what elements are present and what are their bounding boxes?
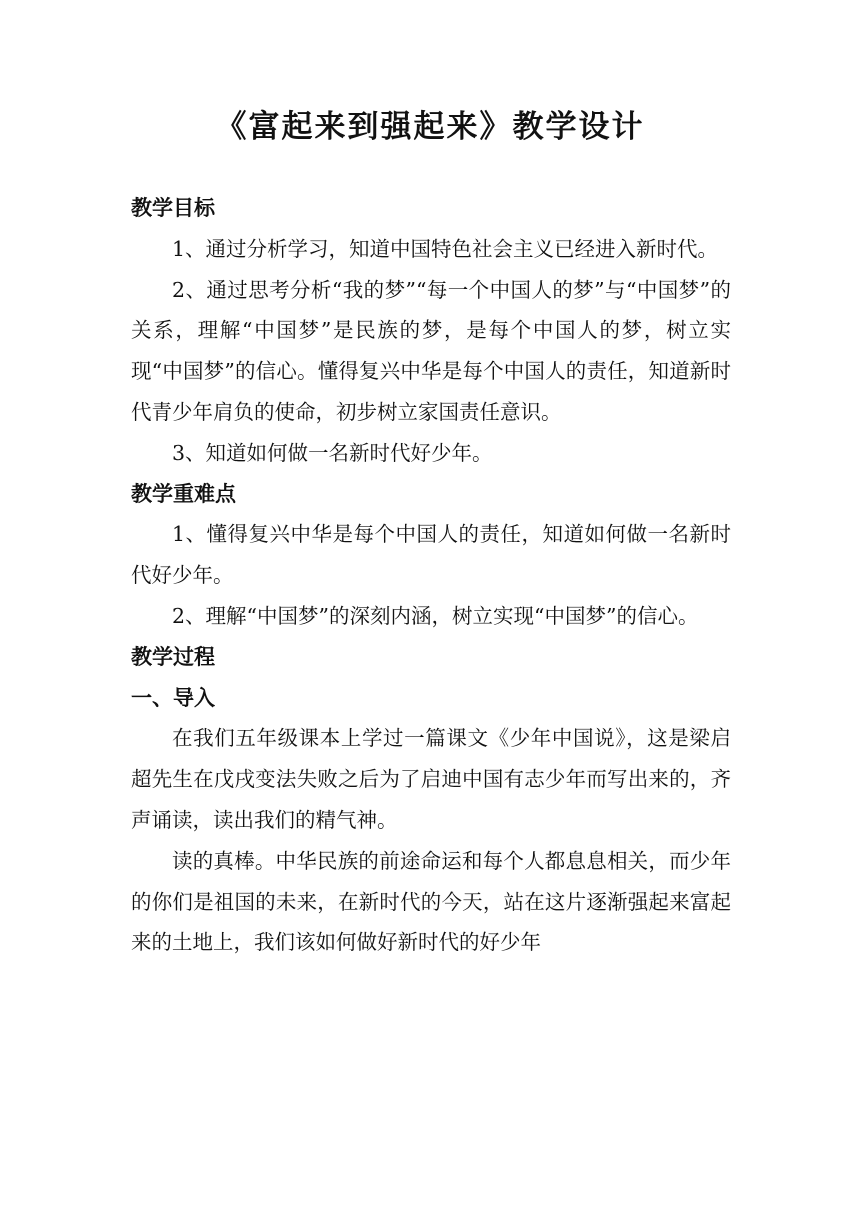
key-point-item-1: 1、懂得复兴中华是每个中国人的责任，知道如何做一名新时代好少年。 <box>131 522 731 588</box>
section-subheading-intro: 一、导入 <box>131 684 215 710</box>
intro-paragraph-2: 读的真棒。中华民族的前途命运和每个人都息息相关，而少年的你们是祖国的未来，在新时代的今天，站在这片逐渐强起来富起来的土地上，我们该如何做好新时代的好少年 <box>131 848 731 955</box>
section-heading-goals: 教学目标 <box>131 195 215 220</box>
key-point-item-2: 2、理解“中国梦”的深刻内涵，树立实现“中国梦”的信心。 <box>172 603 699 628</box>
document-title: 《富起来到强起来》教学设计 <box>215 109 645 145</box>
goal-item-1: 1、通过分析学习，知道中国特色社会主义已经进入新时代。 <box>172 236 719 261</box>
goal-item-3: 3、知道如何做一名新时代好少年。 <box>172 440 493 465</box>
section-heading-key-points: 教学重难点 <box>131 480 236 506</box>
goal-item-2: 2、通过思考分析“我的梦”“每一个中国人的梦”与“中国梦”的关系，理解“中国梦”是民族的梦，是每个中国人的梦，树立实现“中国梦”的信心。懂得复兴中华是每个中国人的责任，知道新时代青少年肩负的使命，初步树立家国责任意识。 <box>131 277 731 424</box>
document-body <box>131 188 731 963</box>
section-heading-process: 教学过程 <box>131 643 215 669</box>
intro-paragraph-1: 在我们五年级课本上学过一篇课文《少年中国说》，这是梁启超先生在戊戌变法失败之后为了启迪中国有志少年而写出来的，齐声诵读，读出我们的精气神。 <box>131 726 731 832</box>
